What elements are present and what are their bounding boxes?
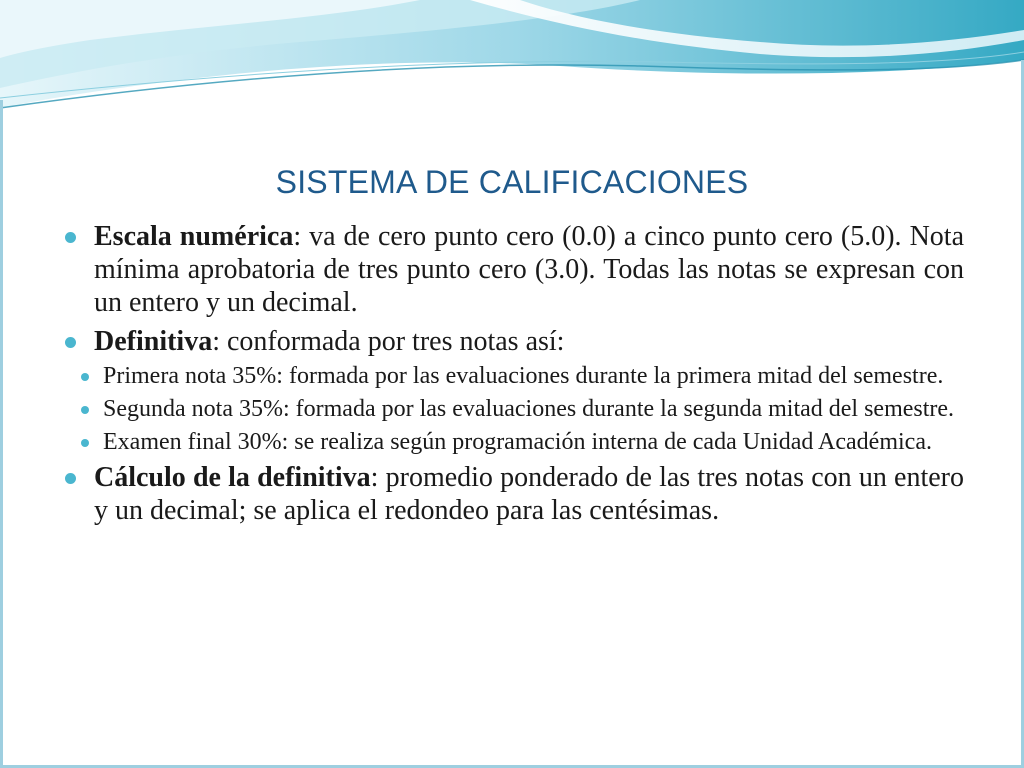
bullet-calculo-definitiva [62, 461, 964, 527]
bullet-icon [65, 337, 76, 348]
definitiva-sub-list [62, 362, 964, 457]
bullet-escala-numerica [62, 220, 964, 319]
sub-bullet-primera-nota [62, 362, 964, 391]
bullet-text: : conformada por tres notas así: [212, 326, 565, 357]
bullet-definitiva [62, 325, 964, 358]
sub-bullet-text: Primera nota 35%: formada por las evaluaciones durante la primera mitad del semestre. [103, 363, 944, 389]
sub-bullet-text: Segunda nota 35%: formada por las evaluaciones durante la segunda mitad del semestre. [103, 396, 955, 422]
sub-bullet-examen-final [62, 428, 964, 457]
header-wave-decoration [0, 0, 1024, 130]
sub-bullet-icon [81, 439, 89, 447]
sub-bullet-text: Examen final 30%: se realiza según programación interna de cada Unidad Académica. [103, 429, 932, 455]
bullet-term: Escala numérica [94, 221, 294, 252]
bullet-text: : va de cero punto cero (0.0) a cinco punto cero (5.0). Nota mínima aprobatoria de tres punto cero (3.0). Todas las notas se expresan con un entero y un decimal. [94, 221, 964, 318]
bullet-icon [65, 232, 76, 243]
bullet-text: : promedio ponderado de las tres notas con un entero y un decimal; se aplica el redondeo para las centésimas. [94, 462, 964, 526]
sub-bullet-icon [81, 373, 89, 381]
bullet-term: Definitiva [94, 326, 213, 357]
bullet-term: Cálculo de la definitiva [94, 462, 371, 493]
sub-bullet-segunda-nota [62, 395, 964, 424]
bullet-icon [65, 473, 76, 484]
sub-bullet-icon [81, 406, 89, 414]
bullet-list [62, 220, 964, 533]
slide-title: SISTEMA DE CALIFICACIONES [275, 164, 749, 200]
